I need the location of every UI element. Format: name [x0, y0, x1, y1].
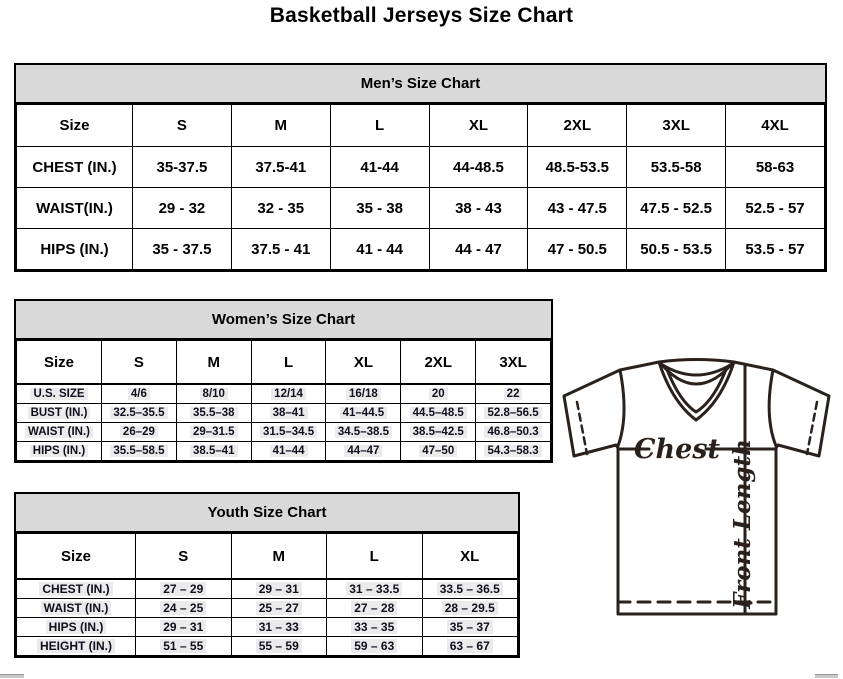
value-cell: 33 – 35	[327, 618, 423, 637]
value-cell: 35 - 38	[330, 188, 429, 229]
value-cell: 55 – 59	[231, 637, 327, 656]
value-cell: 48.5-53.5	[528, 147, 627, 188]
value-cell: 34.5–38.5	[326, 423, 401, 442]
value-cell: 38–41	[251, 404, 326, 423]
value-cell: 37.5 - 41	[231, 229, 330, 270]
col-header-4XL: 4XL	[726, 105, 825, 147]
row-label: HIPS (IN.)	[17, 618, 136, 637]
value-cell: 27 – 29	[136, 579, 232, 599]
value-cell: 32 - 35	[231, 188, 330, 229]
row-label: U.S. SIZE	[17, 384, 102, 404]
col-header-2XL: 2XL	[401, 341, 476, 385]
value-cell: 12/14	[251, 384, 326, 404]
col-header-XL: XL	[429, 105, 528, 147]
left-sleeve-seam	[618, 370, 624, 446]
col-header-XL: XL	[326, 341, 401, 385]
col-header-S: S	[102, 341, 177, 385]
row-label: WAIST(IN.)	[17, 188, 133, 229]
jersey-measurement-diagram	[556, 354, 838, 628]
jersey-outline	[564, 360, 829, 615]
value-cell: 32.5–35.5	[102, 404, 177, 423]
mens-table-title: Men’s Size Chart	[16, 65, 825, 104]
row-label: HIPS (IN.)	[17, 442, 102, 461]
row-label: HEIGHT (IN.)	[17, 637, 136, 656]
size-header-cell: Size	[17, 341, 102, 385]
value-cell: 52.5 - 57	[726, 188, 825, 229]
col-header-2XL: 2XL	[528, 105, 627, 147]
value-cell: 4/6	[102, 384, 177, 404]
value-cell: 44 - 47	[429, 229, 528, 270]
value-cell: 51 – 55	[136, 637, 232, 656]
value-cell: 35-37.5	[133, 147, 232, 188]
size-header-cell: Size	[17, 105, 133, 147]
value-cell: 35 – 37	[422, 618, 518, 637]
page-title: Basketball Jerseys Size Chart	[269, 4, 574, 27]
value-cell: 41 - 44	[330, 229, 429, 270]
value-cell: 38 - 43	[429, 188, 528, 229]
value-cell: 28 – 29.5	[422, 599, 518, 618]
value-cell: 54.3–58.3	[476, 442, 551, 461]
value-cell: 52.8–56.5	[476, 404, 551, 423]
youth-size-grid	[16, 533, 518, 656]
col-header-M: M	[231, 105, 330, 147]
row-label: WAIST (IN.)	[17, 599, 136, 618]
col-header-L: L	[330, 105, 429, 147]
col-header-3XL: 3XL	[476, 341, 551, 385]
youth-size-chart	[14, 492, 520, 658]
value-cell: 41–44	[251, 442, 326, 461]
value-cell: 37.5-41	[231, 147, 330, 188]
chest-label: Chest	[634, 434, 720, 465]
value-cell: 31 – 33.5	[327, 579, 423, 599]
value-cell: 47.5 - 52.5	[627, 188, 726, 229]
col-header-M: M	[176, 341, 251, 385]
value-cell: 44.5–48.5	[401, 404, 476, 423]
right-cuff-dashed-line	[807, 402, 817, 454]
womens-size-chart	[14, 299, 553, 463]
value-cell: 29 - 32	[133, 188, 232, 229]
value-cell: 58-63	[726, 147, 825, 188]
mens-size-chart	[14, 63, 827, 272]
value-cell: 41–44.5	[326, 404, 401, 423]
value-cell: 44–47	[326, 442, 401, 461]
value-cell: 24 – 25	[136, 599, 232, 618]
value-cell: 44-48.5	[429, 147, 528, 188]
row-label: CHEST (IN.)	[17, 147, 133, 188]
value-cell: 27 – 28	[327, 599, 423, 618]
value-cell: 38.5–41	[176, 442, 251, 461]
col-header-XL: XL	[422, 534, 518, 580]
horizontal-scrollbar-fragment-right[interactable]	[815, 674, 838, 678]
mens-size-grid	[16, 104, 825, 270]
value-cell: 20	[401, 384, 476, 404]
womens-table-title: Women’s Size Chart	[16, 301, 551, 340]
col-header-L: L	[327, 534, 423, 580]
value-cell: 46.8–50.3	[476, 423, 551, 442]
col-header-L: L	[251, 341, 326, 385]
value-cell: 41-44	[330, 147, 429, 188]
left-cuff-dashed-line	[577, 402, 587, 454]
value-cell: 43 - 47.5	[528, 188, 627, 229]
value-cell: 35.5–38	[176, 404, 251, 423]
right-sleeve-seam	[769, 370, 776, 446]
value-cell: 29–31.5	[176, 423, 251, 442]
youth-table-title: Youth Size Chart	[16, 494, 518, 533]
value-cell: 63 – 67	[422, 637, 518, 656]
value-cell: 26–29	[102, 423, 177, 442]
value-cell: 38.5–42.5	[401, 423, 476, 442]
value-cell: 22	[476, 384, 551, 404]
value-cell: 16/18	[326, 384, 401, 404]
horizontal-scrollbar-fragment-left[interactable]	[0, 674, 24, 678]
value-cell: 53.5-58	[627, 147, 726, 188]
row-label: BUST (IN.)	[17, 404, 102, 423]
value-cell: 25 – 27	[231, 599, 327, 618]
value-cell: 29 – 31	[136, 618, 232, 637]
row-label: CHEST (IN.)	[17, 579, 136, 599]
row-label: WAIST (IN.)	[17, 423, 102, 442]
row-label: HIPS (IN.)	[17, 229, 133, 270]
value-cell: 47 - 50.5	[528, 229, 627, 270]
value-cell: 31 – 33	[231, 618, 327, 637]
col-header-S: S	[133, 105, 232, 147]
col-header-S: S	[136, 534, 232, 580]
value-cell: 47–50	[401, 442, 476, 461]
womens-size-grid	[16, 340, 551, 461]
value-cell: 35 - 37.5	[133, 229, 232, 270]
value-cell: 33.5 – 36.5	[422, 579, 518, 599]
value-cell: 50.5 - 53.5	[627, 229, 726, 270]
size-header-cell: Size	[17, 534, 136, 580]
value-cell: 29 – 31	[231, 579, 327, 599]
col-header-3XL: 3XL	[627, 105, 726, 147]
value-cell: 53.5 - 57	[726, 229, 825, 270]
value-cell: 59 – 63	[327, 637, 423, 656]
col-header-M: M	[231, 534, 327, 580]
value-cell: 8/10	[176, 384, 251, 404]
front-length-label: Front Length	[729, 439, 756, 609]
value-cell: 31.5–34.5	[251, 423, 326, 442]
value-cell: 35.5–58.5	[102, 442, 177, 461]
